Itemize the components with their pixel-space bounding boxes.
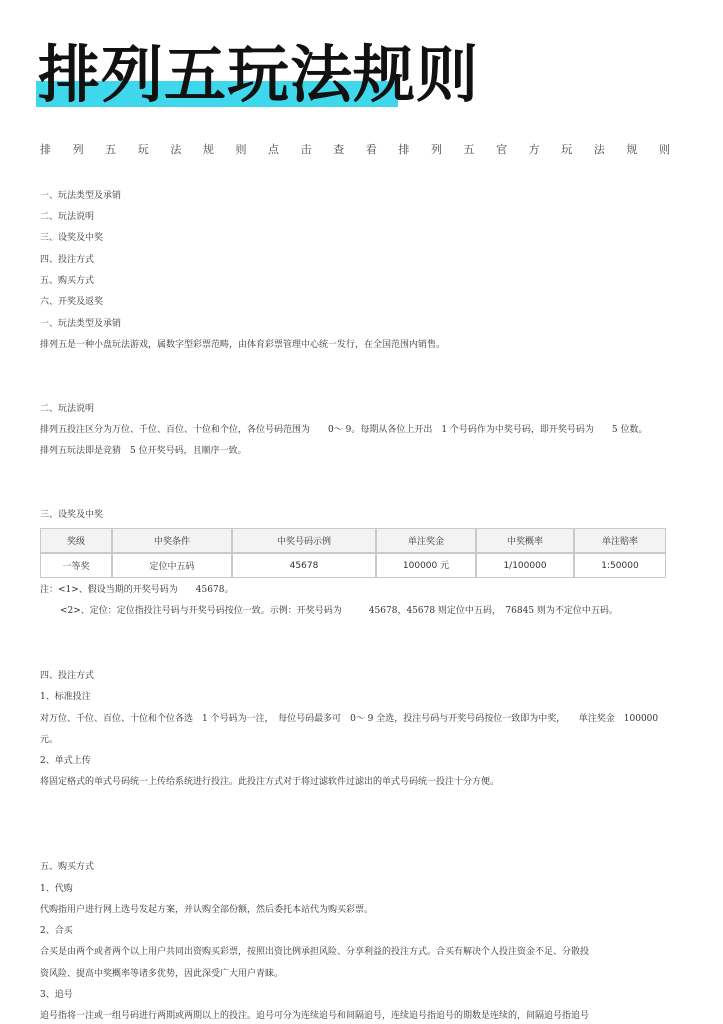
section-3-heading: 三、设奖及中奖 <box>40 510 104 520</box>
section-5-line-3: 追号指将一注或一组号码进行两期或两期以上的投注。追号可分为连续追号和间隔追号，连续追号指追号的期数是连续的，间隔追号指追号 <box>40 1011 590 1021</box>
table-cell: 45678 <box>232 553 376 578</box>
section-1-heading: 一、玩法类型及承销 <box>40 319 122 329</box>
subtitle-char: 列 <box>430 143 442 156</box>
section-4-heading: 四、投注方式 <box>40 671 95 681</box>
section-5-heading: 五、购买方式 <box>40 862 95 872</box>
table-row <box>40 553 666 578</box>
subtitle-char: 法 <box>170 143 182 156</box>
section-5-sub-1: 1、代购 <box>40 884 73 894</box>
subtitle-char: 击 <box>300 143 312 156</box>
section-4-line-2: 将固定格式的单式号码统一上传给系统进行投注。此投注方式对于将过滤软件过滤出的单式号码统一投注十分方便。 <box>40 777 500 787</box>
subtitle-char: 则 <box>658 143 670 156</box>
subtitle-char: 方 <box>528 143 540 156</box>
table-header-cell: 中奖概率 <box>476 528 574 553</box>
table-cell: 1:50000 <box>574 553 666 578</box>
table-cell: 定位中五码 <box>112 553 232 578</box>
table-header-cell: 中奖号码示例 <box>232 528 376 553</box>
subtitle-char: 规 <box>626 143 638 156</box>
toc-item-2[interactable]: 二、玩法说明 <box>40 212 95 222</box>
subtitle-char: 玩 <box>561 143 573 156</box>
table-header-cell: 奖级 <box>40 528 112 553</box>
section-5-sub-2: 2、合买 <box>40 926 73 936</box>
subtitle-char: 玩 <box>137 143 149 156</box>
subtitle[interactable] <box>40 141 670 157</box>
section-4-sub-1: 1、标准投注 <box>40 692 91 702</box>
section-4-line-1: 对万位、千位、百位、十位和个位各选 1 个号码为一注， 每位号码最多可 0～ 9 全选，投注号码与开奖号码按位一致即为中奖， 单注奖金 100000 <box>40 714 659 724</box>
subtitle-char: 规 <box>202 143 214 156</box>
section-4-sub-2: 2、单式上传 <box>40 756 91 766</box>
subtitle-char: 点 <box>268 143 280 156</box>
toc-item-3[interactable]: 三、设奖及中奖 <box>40 233 104 243</box>
section-1-body: 排列五是一种小盘玩法游戏，属数字型彩票范畴，由体育彩票管理中心统一发行，在全国范围内销售。 <box>40 340 446 350</box>
page-title: 排列五玩法规则 <box>38 38 480 111</box>
table-cell: 100000 元 <box>376 553 476 578</box>
section-4-line-1b: 元。 <box>40 735 59 745</box>
table-header-cell: 单注赔率 <box>574 528 666 553</box>
subtitle-char: 排 <box>40 143 51 156</box>
subtitle-char: 看 <box>365 143 377 156</box>
toc-item-4[interactable]: 四、投注方式 <box>40 255 95 265</box>
subtitle-char: 官 <box>496 143 508 156</box>
section-5-line-2b: 资风险、提高中奖概率等诸多优势，因此深受广大用户青睐。 <box>40 969 284 979</box>
section-2-line-1: 排列五投注区分为万位、千位、百位、十位和个位，各位号码范围为 0～ 9。每期从各位上开出 1 个号码作为中奖号码，即开奖号码为 5 位数。 <box>40 425 648 435</box>
section-2-line-2: 排列五玩法即是竞猜 5 位开奖号码，且顺序一致。 <box>40 446 247 456</box>
subtitle-char: 查 <box>333 143 345 156</box>
subtitle-char: 则 <box>235 143 247 156</box>
subtitle-char: 五 <box>463 143 475 156</box>
table-cell: 一等奖 <box>40 553 112 578</box>
section-5-sub-3: 3、追号 <box>40 990 73 1000</box>
subtitle-char: 五 <box>105 143 117 156</box>
note-2: <2>、定位：定位指投注号码与开奖号码按位一致。示例：开奖号码为 45678，45678 则定位中五码， 76845 则为不定位中五码。 <box>60 606 618 616</box>
prize-table <box>40 528 666 578</box>
note-1: 注：<1>、假设当期的开奖号码为 45678。 <box>40 585 234 595</box>
subtitle-char: 排 <box>398 143 410 156</box>
section-2-heading: 二、玩法说明 <box>40 404 95 414</box>
section-5-line-1: 代购指用户进行网上选号发起方案，并认购全部份额，然后委托本站代为购买彩票。 <box>40 905 374 915</box>
table-cell: 1/100000 <box>476 553 574 578</box>
section-5-line-2: 合买是由两个或者两个以上用户共同出资购买彩票，按照出资比例承担风险、分享利益的投注方式。合买有解决个人投注资金不足、分散投 <box>40 947 590 957</box>
toc-item-6[interactable]: 六、开奖及返奖 <box>40 297 104 307</box>
toc-item-1[interactable]: 一、玩法类型及承销 <box>40 191 122 201</box>
subtitle-char: 列 <box>72 143 84 156</box>
table-header-row <box>40 528 666 553</box>
subtitle-char: 法 <box>593 143 605 156</box>
toc-item-5[interactable]: 五、购买方式 <box>40 276 95 286</box>
table-header-cell: 单注奖金 <box>376 528 476 553</box>
table-header-cell: 中奖条件 <box>112 528 232 553</box>
